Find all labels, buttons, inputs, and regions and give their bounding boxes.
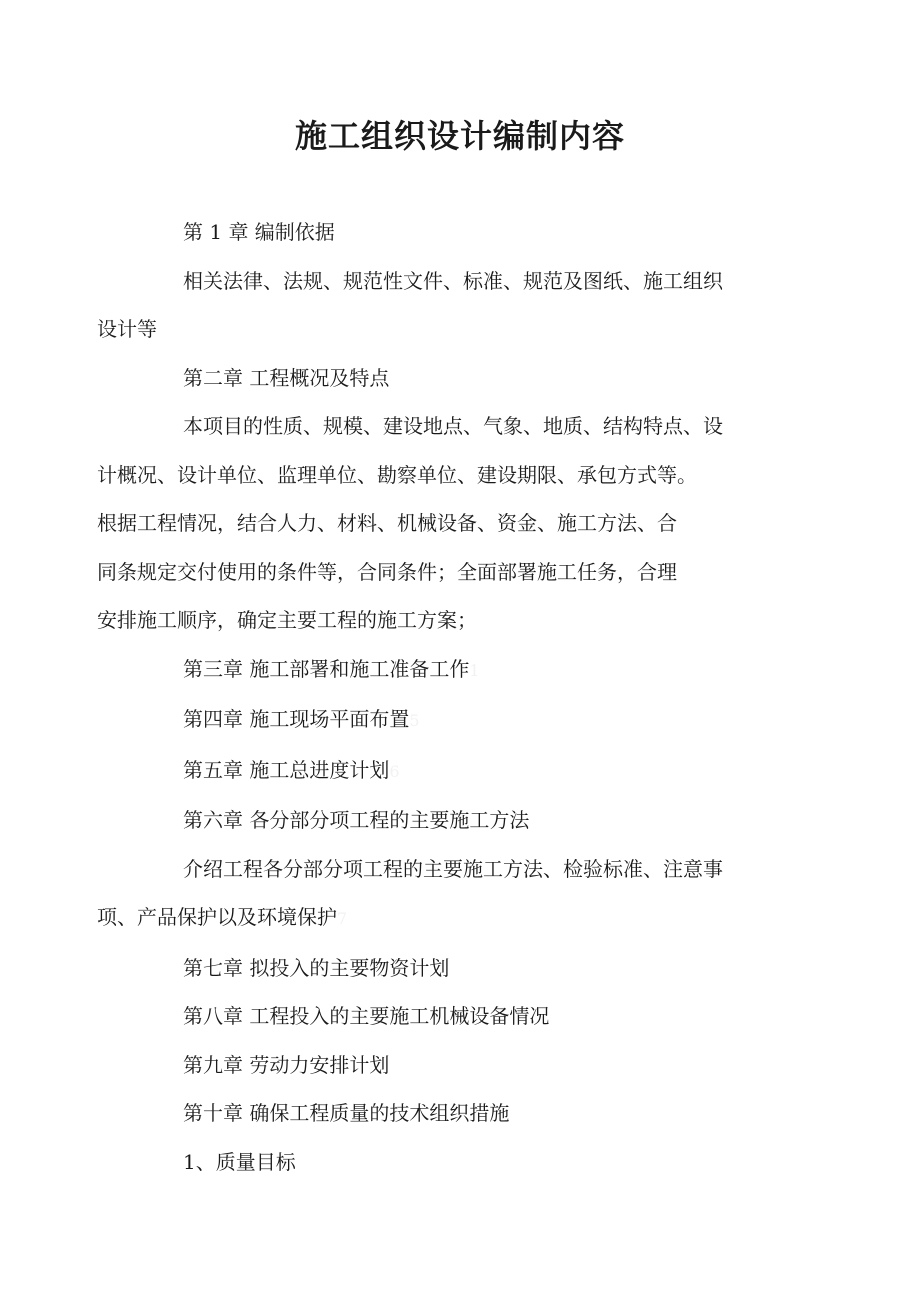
paragraph-line: 本项目的性质、规模、建设地点、气象、地质、结构特点、设 bbox=[183, 414, 723, 438]
chapter-10-heading: 第十章 确保工程质量的技术组织措施 bbox=[183, 1101, 510, 1125]
paragraph-line: 根据工程情况，结合人力、材料、机械设备、资金、施工方法、合 bbox=[97, 511, 677, 535]
chapter-4-title: 第四章 施工现场平面布置 bbox=[183, 707, 410, 731]
chapter-7-heading: 第七章 拟投入的主要物资计划 bbox=[183, 955, 450, 980]
paragraph-line: 设计等 bbox=[97, 317, 157, 341]
chapter-9-heading: 第九章 劳动力安排计划 bbox=[183, 1052, 390, 1077]
document-body bbox=[97, 208, 785, 1186]
paragraph-line: 同条规定交付使用的条件等，合同条件；全面部署施工任务，合理 bbox=[97, 559, 677, 584]
paragraph-line: 计概况、设计单位、监理单位、勘察单位、建设期限、承包方式等。 bbox=[97, 462, 697, 487]
section-1-heading: 1、质量目标 bbox=[183, 1149, 296, 1174]
paragraph-line: 相关法律、法规、规范性文件、标准、规范及图纸、施工组织 bbox=[183, 268, 723, 293]
chapter-2-heading: 第二章 工程概况及特点 bbox=[183, 365, 390, 390]
paragraph-line: 介绍工程各分部分项工程的主要施工方法、检验标准、注意事 bbox=[183, 856, 723, 881]
document-title: 施工组织设计编制内容 bbox=[294, 117, 625, 155]
chapter-1-description bbox=[97, 257, 785, 354]
chapter-4-heading bbox=[140, 695, 785, 746]
page-number-marker: 6 bbox=[389, 761, 400, 781]
page-number-marker: 5 bbox=[409, 711, 420, 730]
chapter-3-title: 第三章 施工部署和施工准备工作 bbox=[183, 656, 470, 681]
page-number-marker: 1 bbox=[469, 660, 480, 680]
page-number-marker: 7 bbox=[337, 909, 348, 928]
chapter-1-heading: 第 1 章 编制依据 bbox=[183, 220, 335, 244]
chapter-6-description bbox=[97, 845, 785, 944]
chapter-5-heading bbox=[140, 746, 785, 797]
chapter-2-description bbox=[97, 402, 785, 645]
paragraph-line: 安排施工顺序，确定主要工程的施工方案； bbox=[97, 608, 477, 632]
paragraph-line: 项、产品保护以及环境保护 bbox=[97, 905, 337, 929]
chapter-5-title: 第五章 施工总进度计划 bbox=[183, 757, 390, 782]
chapter-3-heading bbox=[140, 645, 785, 696]
chapter-8-heading: 第八章 工程投入的主要施工机械设备情况 bbox=[183, 1004, 550, 1028]
chapter-6-heading: 第六章 各分部分项工程的主要施工方法 bbox=[183, 808, 530, 832]
